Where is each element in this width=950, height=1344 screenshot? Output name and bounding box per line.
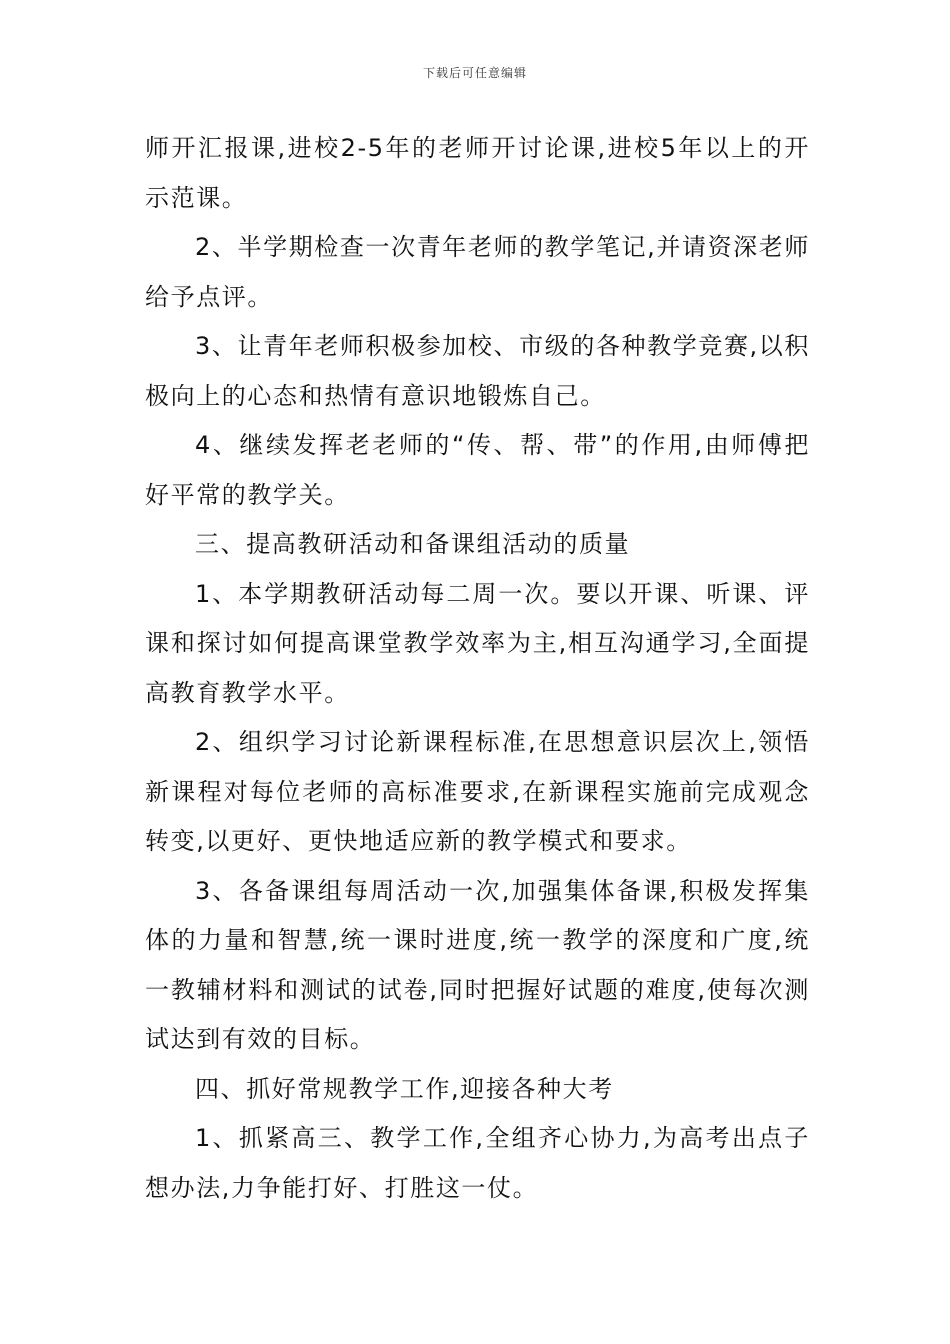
paragraph: 2、组织学习讨论新课程标准,在思想意识层次上,领悟新课程对每位老师的高标准要求,在新课程实施前完成观念转变,以更好、更快地适应新的教学模式和要求。	[145, 728, 810, 855]
paragraph: 1、抓紧高三、教学工作,全组齐心协力,为高考出点子想办法,力争能打好、打胜这一仗。	[145, 1124, 810, 1202]
section-heading: 三、提高教研活动和备课组活动的质量	[195, 530, 631, 558]
paragraph: 1、本学期教研活动每二周一次。要以开课、听课、评课和探讨如何提高课堂教学效率为主,相互沟通学习,全面提高教育教学水平。	[145, 579, 810, 707]
paragraph: 师开汇报课,进校2-5年的老师开讨论课,进校5年以上的开示范课。	[145, 134, 810, 212]
paragraph: 4、继续发挥老老师的“传、帮、带”的作用,由师傅把好平常的教学关。	[145, 431, 810, 509]
paragraph: 2、半学期检查一次青年老师的教学笔记,并请资深老师给予点评。	[145, 233, 810, 311]
document-body	[145, 124, 810, 1213]
paragraph: 3、让青年老师积极参加校、市级的各种教学竞赛,以积极向上的心态和热情有意识地锻炼自己。	[145, 332, 810, 410]
paragraph: 3、各备课组每周活动一次,加强集体备课,积极发挥集体的力量和智慧,统一课时进度,统一教学的深度和广度,统一教辅材料和测试的试卷,同时把握好试题的难度,使每次测试达到有效的目标。	[145, 876, 810, 1053]
page-header: 下载后可任意编辑	[422, 66, 527, 80]
section-heading: 四、抓好常规教学工作,迎接各种大考	[195, 1074, 614, 1103]
